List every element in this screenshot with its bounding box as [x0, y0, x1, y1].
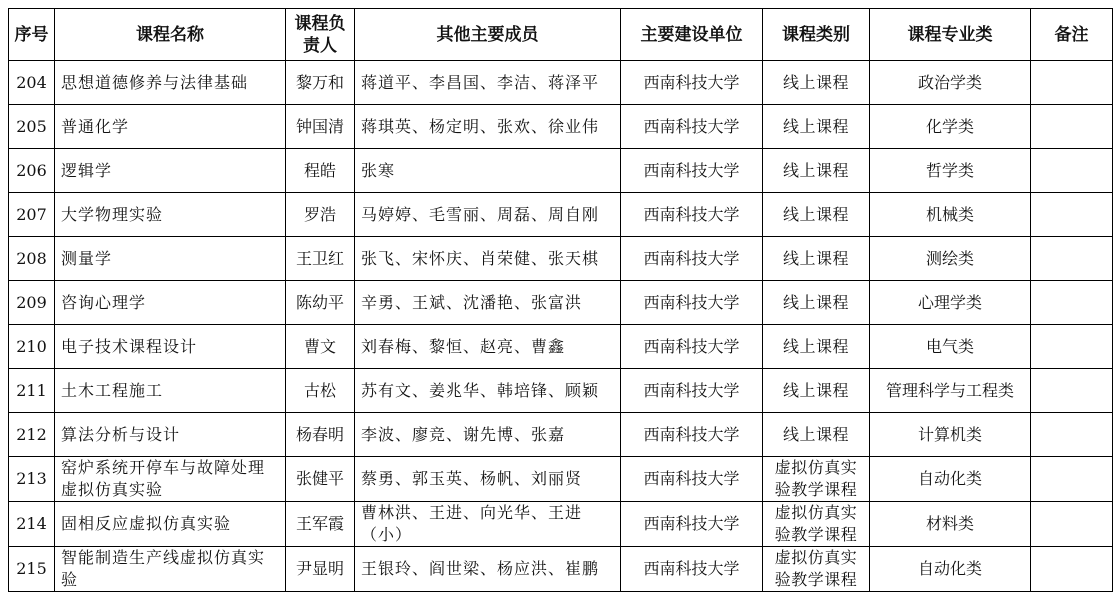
cell-members: 曹林洪、王进、向光华、王进（小） [355, 502, 621, 547]
cell-remark [1031, 502, 1113, 547]
cell-major: 管理科学与工程类 [870, 369, 1031, 413]
cell-course-type: 线上课程 [763, 413, 870, 457]
cell-course-lead: 黎万和 [286, 61, 355, 105]
table-row [9, 281, 1113, 325]
cell-course-name: 智能制造生产线虚拟仿真实验 [55, 547, 286, 592]
table-row [9, 61, 1113, 105]
cell-course-lead: 钟国清 [286, 105, 355, 149]
table-row [9, 502, 1113, 547]
table-body [9, 61, 1113, 592]
cell-no: 211 [9, 369, 55, 413]
cell-course-lead: 杨春明 [286, 413, 355, 457]
cell-members: 蒋道平、李昌国、李洁、蒋泽平 [355, 61, 621, 105]
cell-major: 计算机类 [870, 413, 1031, 457]
cell-remark [1031, 61, 1113, 105]
cell-course-name: 咨询心理学 [55, 281, 286, 325]
cell-no: 214 [9, 502, 55, 547]
cell-remark [1031, 281, 1113, 325]
cell-no: 205 [9, 105, 55, 149]
cell-members: 辛勇、王斌、沈潘艳、张富洪 [355, 281, 621, 325]
cell-course-type: 线上课程 [763, 237, 870, 281]
cell-members: 李波、廖竞、谢先博、张嘉 [355, 413, 621, 457]
cell-course-name: 窑炉系统开停车与故障处理虚拟仿真实验 [55, 457, 286, 502]
cell-course-type: 虚拟仿真实验教学课程 [763, 547, 870, 592]
cell-major: 机械类 [870, 193, 1031, 237]
table-row [9, 369, 1113, 413]
header-course-name: 课程名称 [55, 9, 286, 61]
table-row [9, 193, 1113, 237]
cell-course-type: 虚拟仿真实验教学课程 [763, 457, 870, 502]
cell-course-name: 测量学 [55, 237, 286, 281]
table-row [9, 457, 1113, 502]
cell-course-lead: 曹文 [286, 325, 355, 369]
cell-unit: 西南科技大学 [621, 61, 763, 105]
cell-major: 自动化类 [870, 457, 1031, 502]
cell-course-lead: 尹显明 [286, 547, 355, 592]
cell-no: 208 [9, 237, 55, 281]
header-course-lead: 课程负责人 [286, 9, 355, 61]
header-course-type: 课程类别 [763, 9, 870, 61]
cell-no: 210 [9, 325, 55, 369]
cell-course-name: 固相反应虚拟仿真实验 [55, 502, 286, 547]
cell-major: 电气类 [870, 325, 1031, 369]
header-no: 序号 [9, 9, 55, 61]
cell-members: 刘春梅、黎恒、赵亮、曹鑫 [355, 325, 621, 369]
cell-major: 哲学类 [870, 149, 1031, 193]
cell-members: 张寒 [355, 149, 621, 193]
table-row [9, 413, 1113, 457]
cell-unit: 西南科技大学 [621, 193, 763, 237]
cell-unit: 西南科技大学 [621, 281, 763, 325]
cell-course-type: 线上课程 [763, 193, 870, 237]
cell-course-type: 线上课程 [763, 149, 870, 193]
table-row [9, 325, 1113, 369]
cell-remark [1031, 105, 1113, 149]
course-table [8, 8, 1113, 592]
cell-course-name: 逻辑学 [55, 149, 286, 193]
cell-course-lead: 陈幼平 [286, 281, 355, 325]
cell-major: 自动化类 [870, 547, 1031, 592]
cell-remark [1031, 325, 1113, 369]
cell-major: 政治学类 [870, 61, 1031, 105]
cell-remark [1031, 413, 1113, 457]
cell-no: 206 [9, 149, 55, 193]
cell-no: 212 [9, 413, 55, 457]
cell-unit: 西南科技大学 [621, 325, 763, 369]
cell-members: 马婷婷、毛雪丽、周磊、周自刚 [355, 193, 621, 237]
cell-unit: 西南科技大学 [621, 413, 763, 457]
cell-unit: 西南科技大学 [621, 149, 763, 193]
cell-course-lead: 王卫红 [286, 237, 355, 281]
cell-unit: 西南科技大学 [621, 237, 763, 281]
header-remark: 备注 [1031, 9, 1113, 61]
header-members: 其他主要成员 [355, 9, 621, 61]
cell-no: 207 [9, 193, 55, 237]
cell-course-type: 虚拟仿真实验教学课程 [763, 502, 870, 547]
cell-course-name: 大学物理实验 [55, 193, 286, 237]
cell-course-lead: 程皓 [286, 149, 355, 193]
cell-unit: 西南科技大学 [621, 502, 763, 547]
cell-major: 测绘类 [870, 237, 1031, 281]
cell-course-lead: 张健平 [286, 457, 355, 502]
cell-major: 材料类 [870, 502, 1031, 547]
cell-no: 215 [9, 547, 55, 592]
cell-remark [1031, 547, 1113, 592]
cell-unit: 西南科技大学 [621, 457, 763, 502]
cell-remark [1031, 237, 1113, 281]
cell-members: 王银玲、阎世梁、杨应洪、崔鹏 [355, 547, 621, 592]
cell-no: 204 [9, 61, 55, 105]
header-major: 课程专业类 [870, 9, 1031, 61]
cell-unit: 西南科技大学 [621, 547, 763, 592]
cell-unit: 西南科技大学 [621, 105, 763, 149]
cell-course-lead: 罗浩 [286, 193, 355, 237]
cell-remark [1031, 369, 1113, 413]
table-header-row [9, 9, 1113, 61]
cell-members: 蔡勇、郭玉英、杨帆、刘丽贤 [355, 457, 621, 502]
cell-no: 209 [9, 281, 55, 325]
table-row [9, 547, 1113, 592]
cell-course-name: 电子技术课程设计 [55, 325, 286, 369]
table-row [9, 237, 1113, 281]
cell-major: 心理学类 [870, 281, 1031, 325]
table-row [9, 105, 1113, 149]
cell-course-type: 线上课程 [763, 61, 870, 105]
cell-remark [1031, 193, 1113, 237]
cell-course-name: 算法分析与设计 [55, 413, 286, 457]
cell-course-type: 线上课程 [763, 105, 870, 149]
cell-members: 张飞、宋怀庆、肖荣健、张天棋 [355, 237, 621, 281]
cell-unit: 西南科技大学 [621, 369, 763, 413]
cell-major: 化学类 [870, 105, 1031, 149]
cell-no: 213 [9, 457, 55, 502]
cell-course-type: 线上课程 [763, 369, 870, 413]
cell-course-name: 土木工程施工 [55, 369, 286, 413]
cell-remark [1031, 457, 1113, 502]
cell-members: 苏有文、姜兆华、韩培锋、顾颖 [355, 369, 621, 413]
cell-course-type: 线上课程 [763, 281, 870, 325]
cell-course-type: 线上课程 [763, 325, 870, 369]
header-unit: 主要建设单位 [621, 9, 763, 61]
cell-course-lead: 古松 [286, 369, 355, 413]
cell-course-lead: 王军霞 [286, 502, 355, 547]
table-row [9, 149, 1113, 193]
cell-course-name: 思想道德修养与法律基础 [55, 61, 286, 105]
cell-course-name: 普通化学 [55, 105, 286, 149]
cell-remark [1031, 149, 1113, 193]
cell-members: 蒋琪英、杨定明、张欢、徐业伟 [355, 105, 621, 149]
